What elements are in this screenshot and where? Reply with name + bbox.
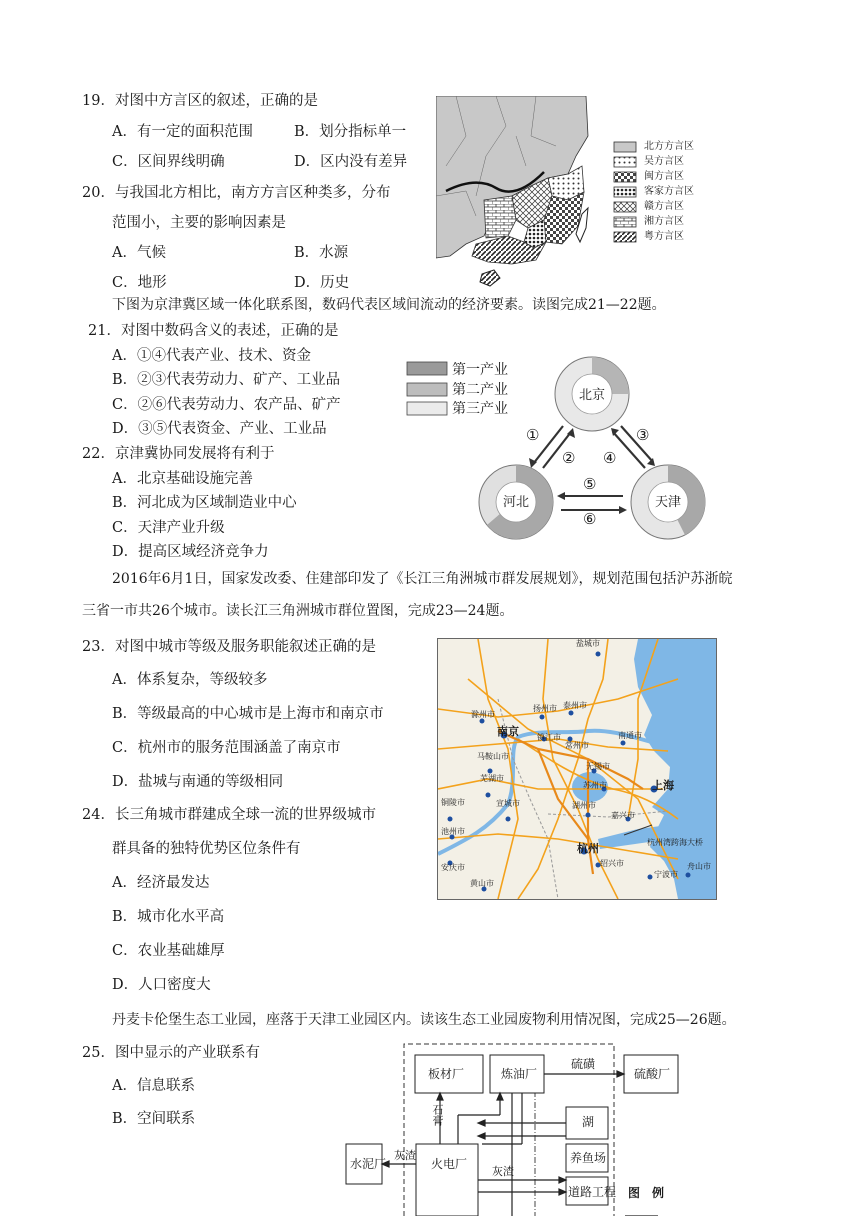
jjj-arrow-6: ⑥	[583, 510, 597, 528]
q24-stem-line1: 24．长三角城市群建成全球一流的世界级城市	[82, 807, 376, 823]
q25-option-a: A．信息联系	[112, 1078, 195, 1094]
yrd-bridge: 杭州湾跨海大桥	[647, 838, 703, 847]
q19-option-c: C．区间界线明确	[112, 154, 225, 170]
yrd-maanshan: 马鞍山市	[477, 752, 509, 761]
q23-option-b: B．等级最高的中心城市是上海市和南京市	[112, 706, 384, 722]
eco-ash-label-left: 灰渣	[394, 1149, 416, 1162]
yrd-anqing: 安庆市	[441, 863, 465, 872]
dialect-legend-wu: 吴方言区	[644, 156, 684, 167]
eco-power-plant: 火电厂	[431, 1157, 468, 1171]
eco-lake: 湖	[582, 1115, 595, 1129]
yrd-map	[437, 638, 717, 900]
q24-option-d: D．人口密度大	[112, 977, 211, 993]
q21-option-c: C．②⑥代表劳动力、农产品、矿产	[112, 397, 341, 413]
intro-23-24-line2: 三省一市共26个城市。读长江三角洲城市群位置图，完成23—24题。	[82, 603, 514, 619]
yrd-zhenjiang: 镇江市	[537, 733, 561, 742]
jjj-arrow-1: ①	[526, 426, 540, 444]
q20-stem-line1: 20．与我国北方相比，南方方言区种类多，分布	[82, 185, 391, 201]
eco-gypsum-label: 石膏	[431, 1104, 444, 1126]
intro-25-26: 丹麦卡伦堡生态工业园，座落于天津工业园区内。读该生态工业园废物利用情况图，完成25—26题。	[112, 1012, 736, 1028]
yrd-taizhou: 泰州市	[563, 701, 587, 710]
q25-option-b: B．空间联系	[112, 1111, 196, 1127]
q19-stem: 19．对图中方言区的叙述，正确的是	[82, 93, 318, 109]
q21-stem: 21．对图中数码含义的表述，正确的是	[88, 323, 339, 339]
q23-option-d: D．盐城与南通的等级相同	[112, 774, 284, 790]
q21-option-b: B．②③代表劳动力、矿产、工业品	[112, 372, 341, 388]
dialect-legend-xiang: 湘方言区	[644, 216, 684, 227]
q22-option-d: D．提高区域经济竞争力	[112, 544, 269, 560]
q21-option-d: D．③⑤代表资金、产业、工业品	[112, 421, 327, 437]
yrd-suzhou: 苏州市	[583, 781, 607, 790]
q24-option-c: C．农业基础雄厚	[112, 943, 225, 959]
yrd-chizhou: 池州市	[441, 827, 465, 836]
jjj-arrow-2: ②	[562, 449, 576, 467]
intro-21-22: 下图为京津冀区域一体化联系图，数码代表区域间流动的经济要素。读图完成21—22题。	[112, 297, 666, 313]
q20-option-b: B．水源	[294, 245, 349, 261]
yrd-zhoushan: 舟山市	[687, 862, 711, 871]
yrd-shanghai: 上海	[652, 779, 674, 792]
jjj-legend-primary: 第一产业	[452, 362, 508, 378]
eco-cement-plant: 水泥厂	[350, 1157, 387, 1171]
yrd-changzhou: 常州市	[565, 741, 589, 750]
jjj-legend-secondary: 第二产业	[452, 382, 508, 398]
yrd-huzhou: 湖州市	[572, 801, 596, 810]
yrd-wuxi: 无锡市	[586, 762, 610, 771]
jjj-arrow-5: ⑤	[583, 475, 597, 493]
q23-option-c: C．杭州市的服务范围涵盖了南京市	[112, 740, 341, 756]
eco-fish-farm: 养鱼场	[570, 1151, 607, 1165]
jjj-arrow-4: ④	[603, 449, 617, 467]
dialect-legend-northern: 北方方言区	[644, 141, 694, 152]
dialect-legend-yue: 粤方言区	[644, 231, 684, 242]
q24-stem-line2: 群具备的独特优势区位条件有	[112, 841, 301, 857]
q20-option-a: A．气候	[112, 245, 166, 261]
yrd-ningbo: 宁波市	[654, 870, 678, 879]
dialect-legend-min: 闽方言区	[644, 171, 684, 182]
jjj-legend-tertiary: 第三产业	[452, 401, 508, 417]
jjj-arrow-3: ③	[636, 426, 650, 444]
eco-legend-title: 图 例	[628, 1186, 665, 1200]
dialect-map	[436, 96, 610, 290]
jjj-hebei-label: 河北	[503, 495, 530, 510]
q23-option-a: A．体系复杂，等级较多	[112, 672, 268, 688]
yrd-nanjing: 南京	[497, 725, 519, 738]
eco-board-plant: 板材厂	[428, 1067, 465, 1081]
q21-option-a: A．①④代表产业、技术、资金	[112, 348, 311, 364]
eco-refinery: 炼油厂	[501, 1067, 538, 1081]
q19-option-a: A．有一定的面积范围	[112, 124, 253, 140]
eco-acid-plant: 硫酸厂	[634, 1067, 671, 1081]
yrd-shaoxing: 绍兴市	[600, 859, 624, 868]
jjj-tianjin-label: 天津	[655, 495, 682, 510]
yrd-huangshan: 黄山市	[470, 879, 494, 888]
q24-option-b: B．城市化水平高	[112, 909, 225, 925]
q22-option-c: C．天津产业升级	[112, 520, 225, 536]
yrd-tongling: 铜陵市	[441, 798, 465, 807]
eco-sulfur-label: 硫磺	[571, 1057, 596, 1071]
yrd-nantong: 南通市	[618, 731, 642, 740]
q19-option-b: B．划分指标单一	[294, 124, 407, 140]
q20-option-c: C．地形	[112, 275, 167, 291]
q25-stem: 25．图中显示的产业联系有	[82, 1045, 260, 1061]
yrd-chuzhou: 滁州市	[471, 710, 495, 719]
q23-stem: 23．对图中城市等级及服务职能叙述正确的是	[82, 639, 376, 655]
yrd-xuancheng: 宣城市	[496, 799, 520, 808]
yrd-jiaxing: 嘉兴市	[611, 811, 635, 820]
q24-option-a: A．经济最发达	[112, 875, 210, 891]
jjj-beijing-label: 北京	[579, 388, 606, 403]
yrd-yangzhou: 扬州市	[533, 704, 557, 713]
q22-option-b: B．河北成为区域制造业中心	[112, 495, 297, 511]
dialect-legend-hakka: 客家方言区	[644, 186, 694, 197]
q20-stem-line2: 范围小，主要的影响因素是	[112, 215, 286, 231]
yrd-yancheng: 盐城市	[576, 639, 600, 648]
yrd-wuhu: 芜湖市	[480, 774, 504, 783]
eco-ash-label-right: 灰渣	[492, 1165, 514, 1178]
q22-stem: 22．京津冀协同发展将有利于	[82, 446, 275, 462]
q20-option-d: D．历史	[294, 275, 350, 291]
eco-road-works: 道路工程	[568, 1185, 617, 1199]
q22-option-a: A．北京基础设施完善	[112, 471, 253, 487]
yrd-hangzhou: 杭州	[577, 842, 599, 855]
intro-23-24-line1: 2016年6月1日，国家发改委、住建部印发了《长江三角洲城市群发展规划》，规划范围包括沪苏浙皖	[112, 571, 733, 587]
q19-option-d: D．区内没有差异	[294, 154, 408, 170]
dialect-legend-gan: 赣方言区	[644, 201, 684, 212]
